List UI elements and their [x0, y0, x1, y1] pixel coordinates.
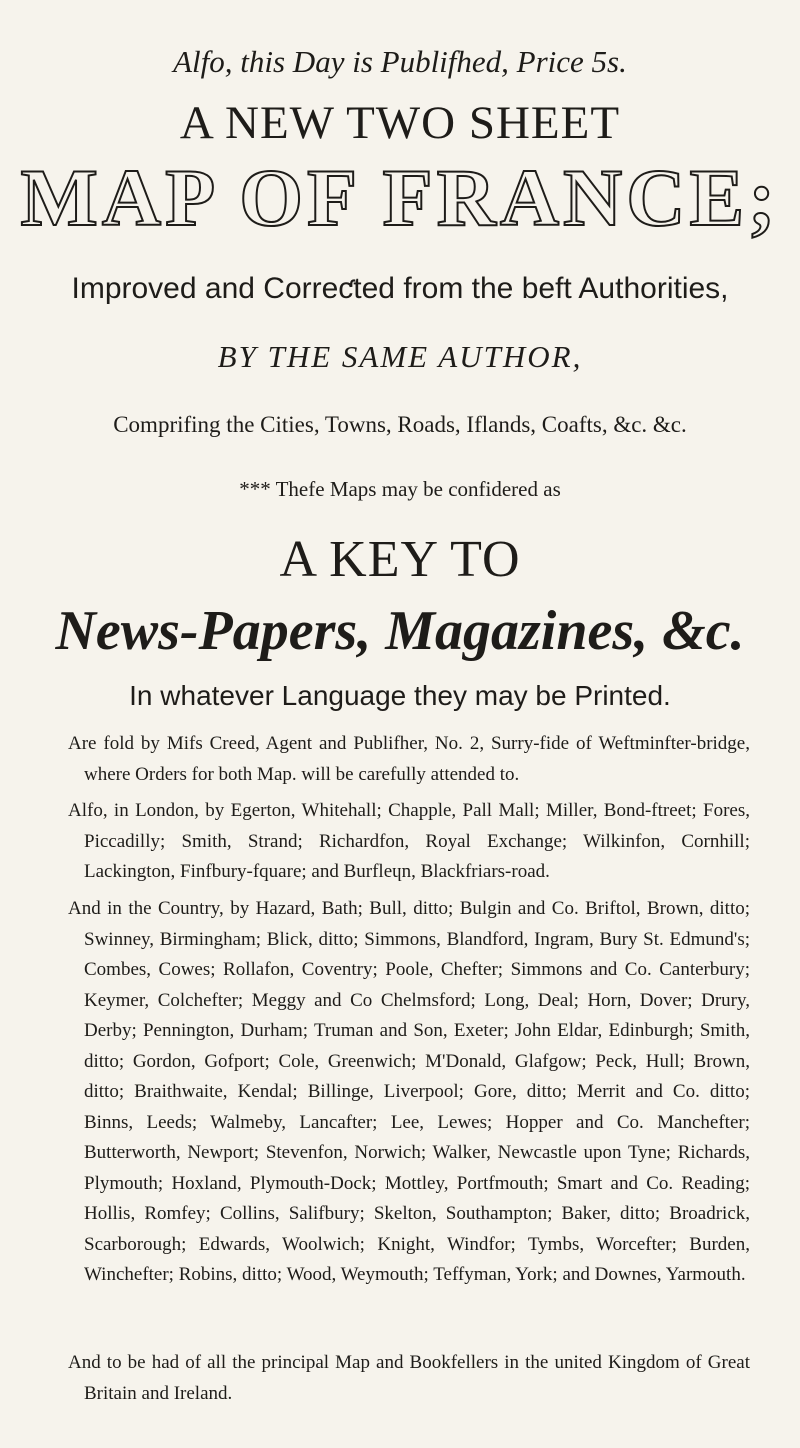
principal-booksellers-paragraph: And to be had of all the principal Map and Bookfellers in the united Kingdom of Great Britain and Ireland. [68, 1352, 750, 1404]
maps-considered-line: *** Thefe Maps may be confidered as [239, 477, 561, 501]
country-sellers-paragraph: And in the Country, by Hazard, Bath; Bull, ditto; Bulgin and Co. Briftol, Brown, ditto; Swinney, Birmingham; Blick, ditto; Simmons, Blandford, Ingram, Bury St. Edmund's; Combes, Cowes; Rollafon, Coventry; Poole, Chefter; Simmons and Co. Canterbury; Keymer, Colchefter; Meggy and Co Chelmsford; Long, Deal; Horn, Dover; Drury, Derby; Pennington, Durham; Truman and Son, Exeter; John Eldar, Edinburgh; Smith, ditto; Gordon, Gofport; Cole, Greenwich; M'Donald, Glafgow; Peck, Hull; Brown, ditto; Braithwaite, Kendal; Billinge, Liverpool; Gore, ditto; Merrit and Co. ditto; Binns, Leeds; Walmeby, Lancafter; Lee, Lewes; Hopper and Co. Manchefter; Butterworth, Newport; Stevenfon, Norwich; Walker, Newcastle upon Tyne; Richards, Plymouth; Hoxland, Plymouth-Dock; Mottley, Portfmouth; Smart and Co. Reading; Hollis, Romfey; Collins, Salifbury; Skelton, Southampton; Baker, ditto; Broadrick, Scarborough; Edwards, Woolwich; Knight, Windfor; Tymbs, Worcefter; Burden, Winchefter; Robins, ditto; Wood, Weymouth; Teffyman, York; and Downes, Yarmouth. [68, 898, 750, 1285]
title-map-of-france [0, 153, 800, 243]
price-announcement: Alfo, this Day is Publifhed, Price 5s. [173, 44, 627, 79]
by-author-line: BY THE SAME AUTHOR, [217, 339, 583, 374]
key-to-heading: A KEY TO [279, 531, 521, 588]
subtitle-new-two-sheet: A NEW TWO SHEET [179, 97, 621, 149]
sold-by-paragraph: Are fold by Mifs Creed, Agent and Publifher, No. 2, Surry-fide of Weftminfter-bridge, where Orders for both Map. will be carefully attended to. [68, 733, 750, 785]
improved-corrected-line: Improved and Correƈted from the beft Authorities, [71, 272, 729, 305]
language-line: In whatever Language they may be Printed. [129, 680, 671, 711]
title-map-of-france-text: MAP OF FRANCE; [20, 152, 780, 243]
comprising-line: Comprifing the Cities, Towns, Roads, Iflands, Coafts, &c. &c. [113, 412, 687, 437]
london-sellers-paragraph: Alfo, in London, by Egerton, Whitehall; Chapple, Pall Mall; Miller, Bond-ftreet; Fores, Piccadilly; Smith, Strand; Richardfon, Royal Exchange; Wilkinfon, Cornhill; Lackington, Finfbury-fquare; and Burfleɥn, Blackfriars-road. [68, 800, 750, 882]
newspapers-magazines-heading: News-Papers, Magazines, &c. [55, 600, 745, 662]
